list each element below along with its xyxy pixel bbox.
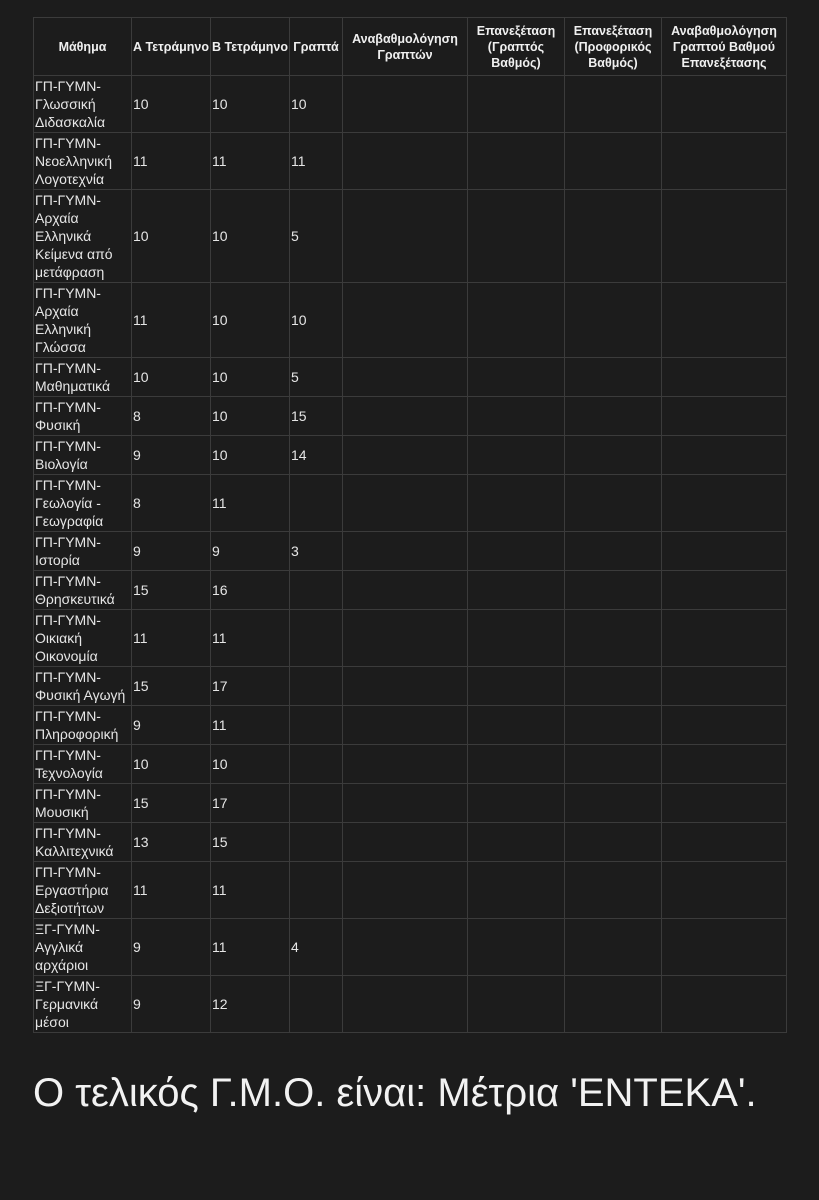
grade-cell — [290, 745, 343, 784]
grade-cell — [565, 283, 662, 358]
table-row — [34, 475, 787, 532]
grade-cell: 13 — [132, 823, 211, 862]
grade-cell — [662, 532, 787, 571]
grade-cell — [343, 190, 468, 283]
grade-cell: 5 — [290, 190, 343, 283]
column-header: Β Τετράμηνο — [211, 18, 290, 76]
grade-cell — [565, 706, 662, 745]
table-row — [34, 358, 787, 397]
grade-cell — [468, 532, 565, 571]
grade-cell: 10 — [290, 283, 343, 358]
subject-cell: ΓΠ-ΓΥΜΝ-Τεχνολογία — [34, 745, 132, 784]
grade-cell — [468, 133, 565, 190]
final-grade-note: Ο τελικός Γ.Μ.Ο. είναι: Μέτρια 'ΕΝΤΕΚΑ'. — [33, 1071, 757, 1115]
grade-cell — [662, 475, 787, 532]
grade-cell: 10 — [211, 76, 290, 133]
subject-cell: ΓΠ-ΓΥΜΝ-Εργαστήρια Δεξιοτήτων — [34, 862, 132, 919]
grade-cell: 15 — [132, 571, 211, 610]
grade-cell — [662, 571, 787, 610]
table-row — [34, 919, 787, 976]
grade-cell: 10 — [132, 358, 211, 397]
grade-cell — [343, 436, 468, 475]
subject-cell: ΞΓ-ΓΥΜΝ-Γερμανικά μέσοι — [34, 976, 132, 1033]
grade-cell — [468, 436, 565, 475]
grade-cell — [565, 784, 662, 823]
grade-cell: 4 — [290, 919, 343, 976]
grade-cell — [662, 190, 787, 283]
grade-cell — [468, 919, 565, 976]
grade-cell — [343, 976, 468, 1033]
grade-cell — [290, 610, 343, 667]
grade-cell: 16 — [211, 571, 290, 610]
grade-cell: 10 — [211, 745, 290, 784]
grades-table — [33, 17, 787, 1033]
grade-cell — [468, 283, 565, 358]
grade-cell — [290, 667, 343, 706]
table-row — [34, 283, 787, 358]
grade-cell — [565, 610, 662, 667]
grade-cell — [468, 358, 565, 397]
grade-cell — [565, 823, 662, 862]
grade-cell: 9 — [132, 532, 211, 571]
grade-cell: 9 — [132, 976, 211, 1033]
grade-cell — [343, 823, 468, 862]
grade-cell — [290, 475, 343, 532]
grade-cell — [565, 76, 662, 133]
table-row — [34, 823, 787, 862]
subject-cell: ΓΠ-ΓΥΜΝ-Θρησκευτικά — [34, 571, 132, 610]
grade-cell — [343, 745, 468, 784]
grade-cell — [662, 610, 787, 667]
grade-cell: 15 — [290, 397, 343, 436]
grade-cell: 11 — [211, 610, 290, 667]
grade-cell — [343, 358, 468, 397]
subject-cell: ΓΠ-ΓΥΜΝ-Πληροφορική — [34, 706, 132, 745]
grade-cell — [565, 919, 662, 976]
subject-cell: ΓΠ-ΓΥΜΝ-Ιστορία — [34, 532, 132, 571]
table-row — [34, 76, 787, 133]
grade-cell — [343, 610, 468, 667]
grade-cell: 8 — [132, 397, 211, 436]
subject-cell: ΞΓ-ΓΥΜΝ-Αγγλικά αρχάριοι — [34, 919, 132, 976]
grade-cell: 9 — [132, 919, 211, 976]
subject-cell: ΓΠ-ΓΥΜΝ-Μουσική — [34, 784, 132, 823]
subject-cell: ΓΠ-ΓΥΜΝ-Φυσική Αγωγή — [34, 667, 132, 706]
table-row — [34, 190, 787, 283]
grade-cell: 11 — [211, 475, 290, 532]
grade-cell: 11 — [211, 706, 290, 745]
grade-cell — [565, 475, 662, 532]
grade-cell — [290, 784, 343, 823]
grade-cell — [290, 823, 343, 862]
column-header: Αναβαθμολόγηση Γραπτών — [343, 18, 468, 76]
grade-cell — [343, 532, 468, 571]
grade-cell — [662, 397, 787, 436]
grade-cell — [565, 571, 662, 610]
grade-cell — [290, 976, 343, 1033]
grade-cell: 10 — [132, 745, 211, 784]
column-header: Επανεξέταση (Γραπτός Βαθμός) — [468, 18, 565, 76]
grade-cell: 11 — [211, 133, 290, 190]
grade-cell — [565, 862, 662, 919]
table-row — [34, 976, 787, 1033]
grade-cell: 15 — [132, 784, 211, 823]
grade-cell — [343, 283, 468, 358]
grade-cell — [468, 667, 565, 706]
grade-cell — [662, 667, 787, 706]
subject-cell: ΓΠ-ΓΥΜΝ-Αρχαία Ελληνικά Κείμενα από μετάφραση — [34, 190, 132, 283]
grade-cell — [343, 919, 468, 976]
grade-cell: 11 — [132, 610, 211, 667]
grade-cell — [343, 475, 468, 532]
grade-cell — [662, 133, 787, 190]
column-header: Γραπτά — [290, 18, 343, 76]
grade-cell — [468, 571, 565, 610]
grade-cell — [468, 784, 565, 823]
grade-cell — [662, 706, 787, 745]
table-row — [34, 667, 787, 706]
table-row — [34, 532, 787, 571]
grade-cell — [565, 436, 662, 475]
grade-cell — [662, 823, 787, 862]
column-header: Επανεξέταση (Προφορικός Βαθμός) — [565, 18, 662, 76]
grade-cell: 17 — [211, 667, 290, 706]
grade-cell — [290, 571, 343, 610]
grade-cell — [343, 397, 468, 436]
grade-cell — [565, 358, 662, 397]
grade-cell — [343, 571, 468, 610]
grade-cell — [662, 358, 787, 397]
grade-cell: 11 — [211, 919, 290, 976]
grade-cell: 11 — [211, 862, 290, 919]
grade-cell — [343, 706, 468, 745]
grade-cell: 10 — [211, 397, 290, 436]
grade-cell — [343, 76, 468, 133]
grade-cell — [662, 919, 787, 976]
grade-cell: 8 — [132, 475, 211, 532]
grade-cell: 9 — [132, 436, 211, 475]
grade-cell: 11 — [132, 133, 211, 190]
grade-cell: 5 — [290, 358, 343, 397]
table-row — [34, 133, 787, 190]
grade-cell — [662, 862, 787, 919]
grade-cell — [468, 397, 565, 436]
grade-cell — [468, 475, 565, 532]
grade-cell — [468, 706, 565, 745]
table-row — [34, 745, 787, 784]
subject-cell: ΓΠ-ΓΥΜΝ-Νεοελληνική Λογοτεχνία — [34, 133, 132, 190]
grade-cell — [565, 532, 662, 571]
grade-cell: 15 — [211, 823, 290, 862]
grade-cell: 10 — [132, 76, 211, 133]
grade-cell: 10 — [290, 76, 343, 133]
grade-cell: 11 — [132, 283, 211, 358]
subject-cell: ΓΠ-ΓΥΜΝ-Βιολογία — [34, 436, 132, 475]
grade-cell — [662, 976, 787, 1033]
subject-cell: ΓΠ-ΓΥΜΝ-Φυσική — [34, 397, 132, 436]
grade-cell — [343, 784, 468, 823]
grade-cell: 15 — [132, 667, 211, 706]
grade-cell: 3 — [290, 532, 343, 571]
grade-cell — [565, 190, 662, 283]
grades-table-header — [34, 18, 787, 76]
header-row — [34, 18, 787, 76]
grade-cell: 12 — [211, 976, 290, 1033]
grade-cell — [565, 667, 662, 706]
table-row — [34, 610, 787, 667]
grade-cell — [343, 133, 468, 190]
grade-cell: 10 — [211, 190, 290, 283]
grade-cell: 9 — [132, 706, 211, 745]
grade-cell — [468, 745, 565, 784]
grade-cell — [565, 133, 662, 190]
grade-cell — [468, 823, 565, 862]
grade-cell: 10 — [211, 283, 290, 358]
table-row — [34, 436, 787, 475]
grade-cell — [662, 436, 787, 475]
grade-cell: 10 — [211, 436, 290, 475]
table-row — [34, 862, 787, 919]
table-row — [34, 706, 787, 745]
table-row — [34, 784, 787, 823]
grade-cell — [662, 76, 787, 133]
subject-cell: ΓΠ-ΓΥΜΝ-Αρχαία Ελληνική Γλώσσα — [34, 283, 132, 358]
table-row — [34, 397, 787, 436]
subject-cell: ΓΠ-ΓΥΜΝ-Οικιακή Οικονομία — [34, 610, 132, 667]
grade-cell — [343, 862, 468, 919]
grade-cell — [468, 976, 565, 1033]
grade-cell — [565, 397, 662, 436]
column-header: Αναβαθμολόγηση Γραπτού Βαθμού Επανεξέτασης — [662, 18, 787, 76]
subject-cell: ΓΠ-ΓΥΜΝ-Καλλιτεχνικά — [34, 823, 132, 862]
grade-cell — [468, 610, 565, 667]
grades-table-container — [33, 17, 786, 1033]
grade-cell — [662, 745, 787, 784]
grade-cell: 10 — [211, 358, 290, 397]
grade-cell: 14 — [290, 436, 343, 475]
grade-cell — [343, 667, 468, 706]
grade-cell — [290, 706, 343, 745]
table-row — [34, 571, 787, 610]
grade-cell: 10 — [132, 190, 211, 283]
subject-cell: ΓΠ-ΓΥΜΝ-Γεωλογία - Γεωγραφία — [34, 475, 132, 532]
grade-cell — [565, 976, 662, 1033]
grade-cell — [468, 190, 565, 283]
grade-cell — [662, 283, 787, 358]
grade-cell — [468, 862, 565, 919]
grade-cell: 11 — [132, 862, 211, 919]
column-header: Α Τετράμηνο — [132, 18, 211, 76]
subject-cell: ΓΠ-ΓΥΜΝ-Γλωσσική Διδασκαλία — [34, 76, 132, 133]
subject-cell: ΓΠ-ΓΥΜΝ-Μαθηματικά — [34, 358, 132, 397]
grade-cell — [662, 784, 787, 823]
grade-cell — [565, 745, 662, 784]
grade-cell — [468, 76, 565, 133]
grade-cell — [290, 862, 343, 919]
grade-cell: 11 — [290, 133, 343, 190]
grades-table-body — [34, 76, 787, 1033]
grade-cell: 17 — [211, 784, 290, 823]
grade-cell: 9 — [211, 532, 290, 571]
column-header: Μάθημα — [34, 18, 132, 76]
